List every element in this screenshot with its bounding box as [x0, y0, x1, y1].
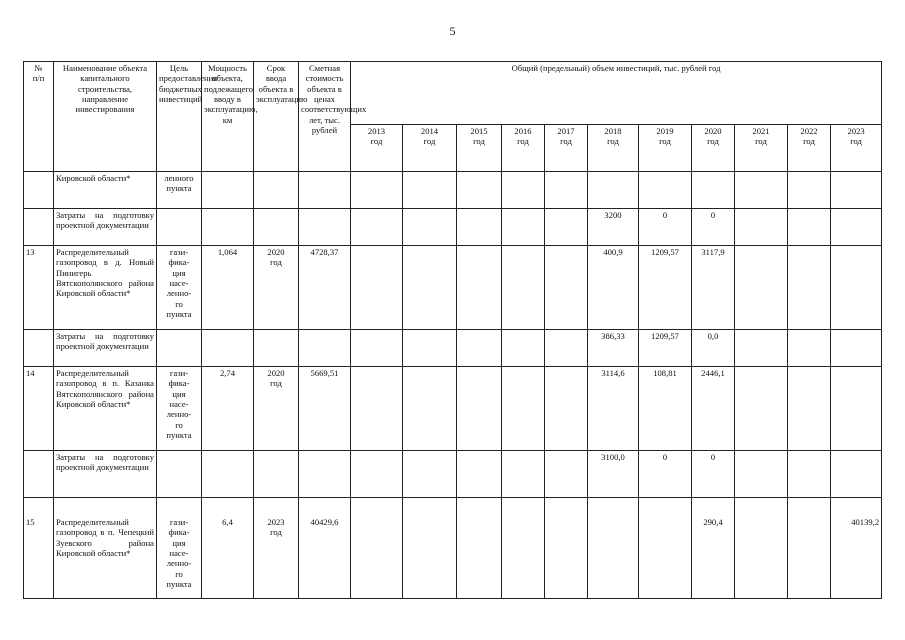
term — [254, 451, 299, 498]
year-value — [788, 172, 831, 209]
year-value — [351, 172, 403, 209]
object-name: Кировской области* — [54, 172, 157, 209]
capacity: 6,4 — [202, 516, 254, 599]
year-value — [457, 516, 502, 599]
year-value — [502, 246, 545, 330]
cost — [299, 172, 351, 209]
year-value — [735, 209, 788, 246]
year-value: 3114,6 — [588, 367, 639, 451]
year-value — [735, 172, 788, 209]
year-value — [351, 367, 403, 451]
header-index: № п/п — [24, 62, 54, 172]
year-value: 40139,2 — [831, 516, 882, 599]
term: 2020 год — [254, 246, 299, 330]
year-value — [545, 172, 588, 209]
year-value: 108,81 — [639, 367, 692, 451]
row-index — [24, 209, 54, 246]
year-value — [831, 451, 882, 498]
year-value — [735, 367, 788, 451]
row-index — [24, 451, 54, 498]
table-row — [24, 451, 882, 498]
year-value — [403, 451, 457, 498]
year-value — [351, 209, 403, 246]
purpose — [157, 330, 202, 367]
year-value — [545, 367, 588, 451]
header-year: 2020 год — [692, 125, 735, 172]
row-index: 13 — [24, 246, 54, 330]
year-value: 3100,0 — [588, 451, 639, 498]
header-year: 2016 год — [502, 125, 545, 172]
row-index — [24, 172, 54, 209]
year-value — [588, 516, 639, 599]
year-value: 3200 — [588, 209, 639, 246]
year-value — [351, 246, 403, 330]
year-value: 1209,57 — [639, 246, 692, 330]
header-year: 2022 год — [788, 125, 831, 172]
year-value — [831, 209, 882, 246]
year-value — [457, 330, 502, 367]
year-value — [831, 246, 882, 330]
table-row — [24, 209, 882, 246]
year-value — [351, 451, 403, 498]
year-value — [735, 516, 788, 599]
term: 2020 год — [254, 367, 299, 451]
investment-table — [23, 61, 882, 599]
year-value — [545, 451, 588, 498]
year-value: 0 — [639, 209, 692, 246]
year-value: 386,33 — [588, 330, 639, 367]
purpose: ленного пункта — [157, 172, 202, 209]
object-name: Затраты на подготовку проектной документации — [54, 209, 157, 246]
table-row — [24, 330, 882, 367]
year-value — [788, 451, 831, 498]
year-value — [502, 172, 545, 209]
year-value — [545, 330, 588, 367]
capacity: 2,74 — [202, 367, 254, 451]
cost: 5669,51 — [299, 367, 351, 451]
purpose — [157, 451, 202, 498]
year-value: 400,9 — [588, 246, 639, 330]
year-value — [403, 246, 457, 330]
header-object-name: Наименование объекта капитального строительства, направление инвестирования — [54, 62, 157, 172]
cost: 40429,6 — [299, 516, 351, 599]
year-value — [735, 246, 788, 330]
year-value — [403, 516, 457, 599]
header-year: 2023 год — [831, 125, 882, 172]
year-value: 0,0 — [692, 330, 735, 367]
header-purpose: Цель предоставления бюджетных инвестиций — [157, 62, 202, 172]
year-value — [639, 172, 692, 209]
year-value — [639, 516, 692, 599]
year-value — [788, 209, 831, 246]
year-value: 0 — [639, 451, 692, 498]
purpose: гази- фика- ция насе- ленно- го пункта — [157, 516, 202, 599]
purpose: гази- фика- ция насе- ленно- го пункта — [157, 367, 202, 451]
year-value — [403, 172, 457, 209]
year-value: 0 — [692, 209, 735, 246]
year-value — [457, 209, 502, 246]
year-value — [502, 451, 545, 498]
capacity — [202, 172, 254, 209]
capacity: 1,064 — [202, 246, 254, 330]
year-value: 2446,1 — [692, 367, 735, 451]
header-year: 2019 год — [639, 125, 692, 172]
page-number: 5 — [449, 24, 456, 38]
year-value — [735, 330, 788, 367]
year-value: 0 — [692, 451, 735, 498]
row-index: 14 — [24, 367, 54, 451]
year-value — [351, 516, 403, 599]
table-row — [24, 367, 882, 451]
table-row — [24, 516, 882, 599]
header-year: 2018 год — [588, 125, 639, 172]
table-row — [24, 172, 882, 209]
year-value — [457, 451, 502, 498]
object-name: Затраты на подготовку проектной документации — [54, 330, 157, 367]
cost — [299, 451, 351, 498]
year-value — [457, 246, 502, 330]
year-value — [788, 516, 831, 599]
header-year: 2017 год — [545, 125, 588, 172]
row-index — [24, 330, 54, 367]
cost: 4728,37 — [299, 246, 351, 330]
year-value — [831, 172, 882, 209]
header-year: 2015 год — [457, 125, 502, 172]
year-value — [457, 367, 502, 451]
year-value — [788, 330, 831, 367]
year-value — [735, 451, 788, 498]
object-name: Затраты на подготовку проектной документации — [54, 451, 157, 498]
table-row — [24, 246, 882, 330]
year-value — [403, 367, 457, 451]
year-value: 1209,57 — [639, 330, 692, 367]
header-total-investment: Общий (предельный) объем инвестиций, тыс. рублей год — [351, 62, 882, 125]
header-cost: Сметная стоимость объекта в ценах соответствующих лет, тыс. рублей — [299, 62, 351, 172]
year-value — [457, 172, 502, 209]
purpose: гази- фика- ция насе- ленно- го пункта — [157, 246, 202, 330]
year-value — [545, 246, 588, 330]
object-name: Распределительный газопровод в д. Новый Пинигерь Вятскополянского района Кировской области* — [54, 246, 157, 330]
year-value — [351, 330, 403, 367]
year-value — [502, 367, 545, 451]
cost — [299, 330, 351, 367]
year-value — [502, 209, 545, 246]
header-year: 2013 год — [351, 125, 403, 172]
year-value — [545, 209, 588, 246]
capacity — [202, 330, 254, 367]
year-value — [588, 172, 639, 209]
term — [254, 209, 299, 246]
year-value — [831, 330, 882, 367]
table-row-spacer — [24, 498, 882, 517]
object-name: Распределительный газопровод в п. Казанка Вятскополянского района Кировской области* — [54, 367, 157, 451]
term: 2023 год — [254, 516, 299, 599]
year-value — [831, 367, 882, 451]
year-value — [788, 367, 831, 451]
row-index: 15 — [24, 516, 54, 599]
header-capacity: Мощность объекта, подлежащего вводу в эксплуатацию, км — [202, 62, 254, 172]
year-value — [502, 516, 545, 599]
year-value — [692, 172, 735, 209]
term — [254, 330, 299, 367]
header-year: 2014 год — [403, 125, 457, 172]
cost — [299, 209, 351, 246]
year-value: 290,4 — [692, 516, 735, 599]
term — [254, 172, 299, 209]
header-year: 2021 год — [735, 125, 788, 172]
year-value — [403, 330, 457, 367]
year-value — [545, 516, 588, 599]
object-name: Распределительный газопровод в п. Чепецкий Зуевского района Кировской области* — [54, 516, 157, 599]
year-value — [788, 246, 831, 330]
capacity — [202, 209, 254, 246]
header-term: Срок ввода объекта в эксплуатацию — [254, 62, 299, 172]
year-value: 3117,9 — [692, 246, 735, 330]
year-value — [403, 209, 457, 246]
year-value — [502, 330, 545, 367]
purpose — [157, 209, 202, 246]
capacity — [202, 451, 254, 498]
